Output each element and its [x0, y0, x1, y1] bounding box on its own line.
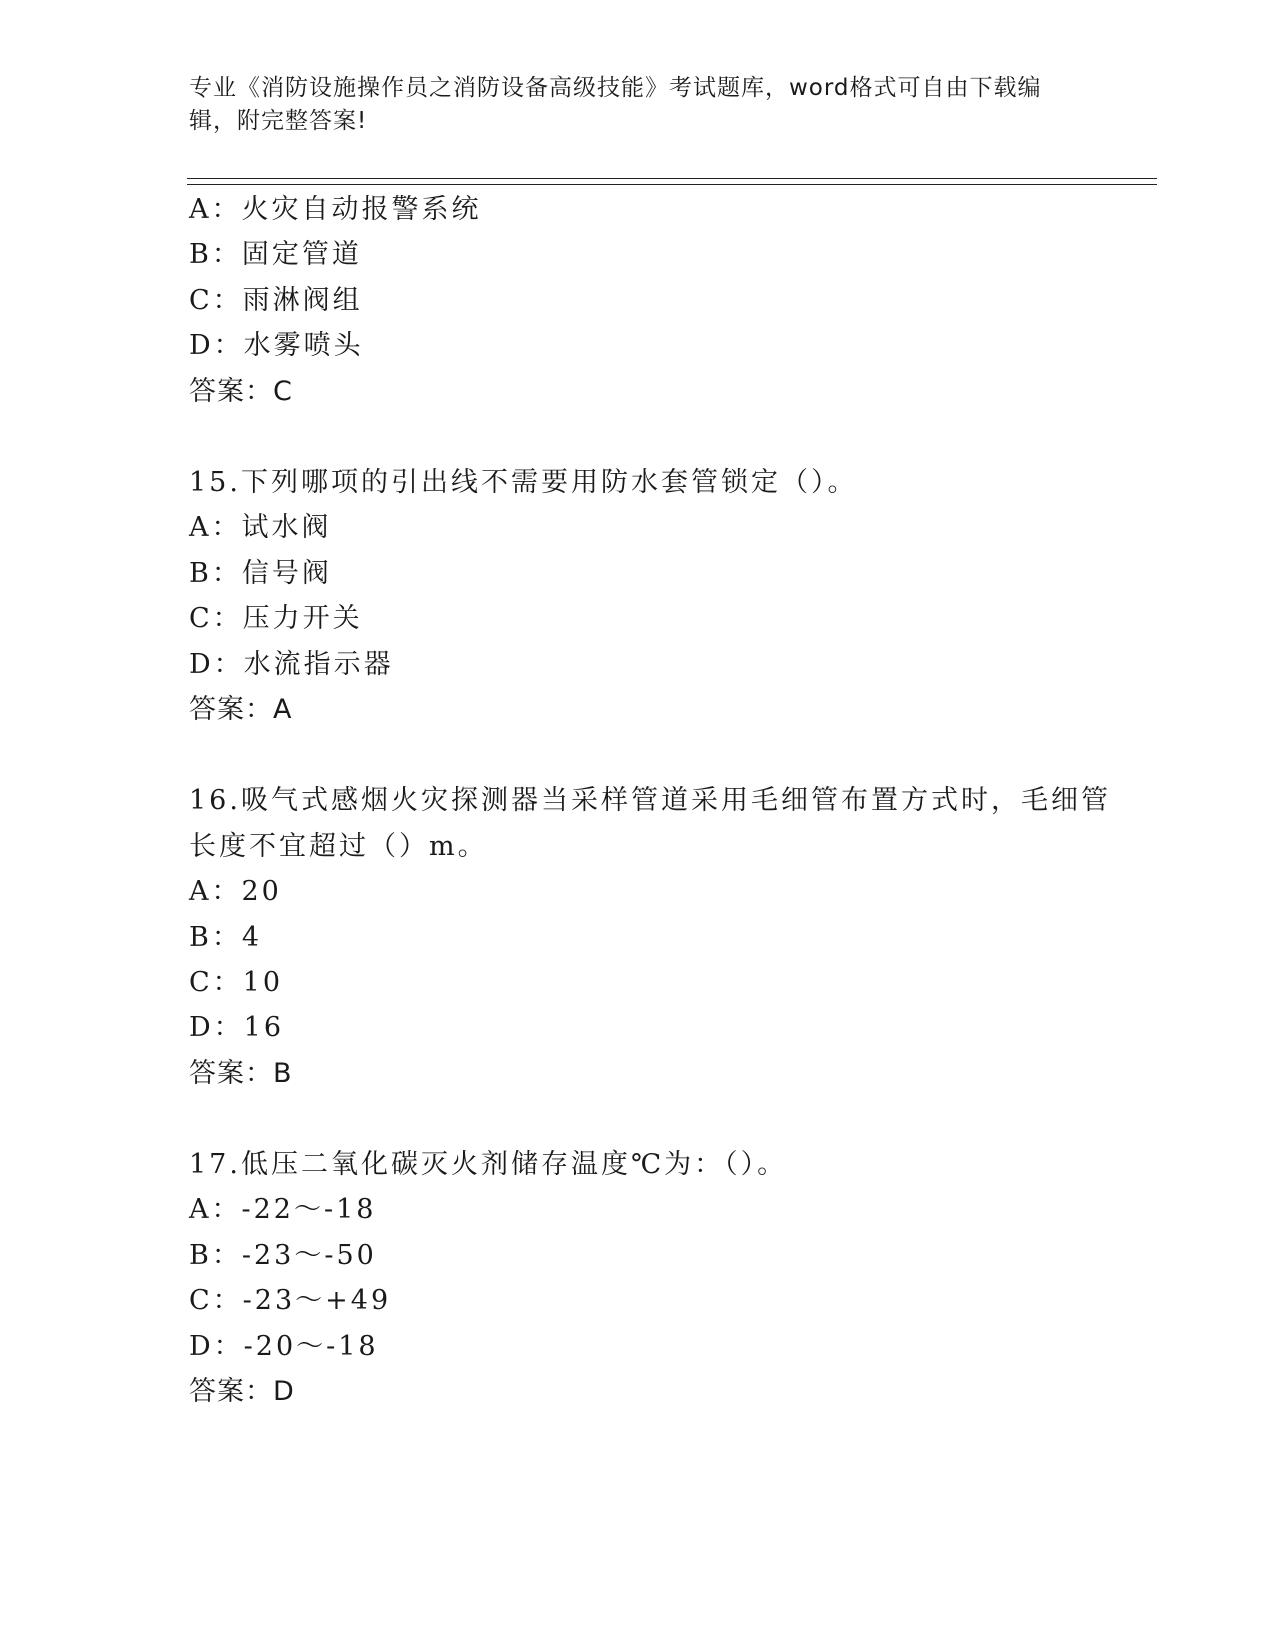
q15-option-c: C：压力开关 — [189, 603, 363, 634]
q15-stem: 15.下列哪项的引出线不需要用防水套管锁定（）。 — [189, 467, 858, 498]
q16-option-a: A：20 — [189, 876, 282, 907]
q16-stem-line1: 16.吸气式感烟火灾探测器当采样管道采用毛细管布置方式时，毛细管 — [189, 785, 1111, 816]
prev-answer: 答案：C — [189, 376, 293, 407]
header-divider-top — [187, 178, 1157, 179]
document-header: 专业《消防设施操作员之消防设备高级技能》考试题库，word格式可自由下载编辑，附完整答案! — [189, 75, 1042, 134]
prev-option-d: D：水雾喷头 — [189, 330, 364, 361]
q16-stem-line2: 长度不宜超过（）m。 — [189, 831, 488, 862]
q17-option-d: D：-20～-18 — [189, 1331, 379, 1362]
q16-option-c: C：10 — [189, 967, 284, 998]
q16-option-b: B：4 — [189, 922, 263, 953]
header-divider-bottom — [187, 184, 1157, 185]
q15-option-a: A：试水阀 — [189, 512, 332, 543]
q15-option-d: D：水流指示器 — [189, 649, 394, 680]
prev-option-c: C：雨淋阀组 — [189, 285, 363, 316]
prev-option-a: A：火灾自动报警系统 — [189, 194, 482, 225]
q17-answer: 答案：D — [189, 1376, 295, 1407]
q15-answer: 答案：A — [189, 694, 293, 725]
q17-option-b: B：-23～-50 — [189, 1240, 377, 1271]
q17-stem: 17.低压二氧化碳灭火剂储存温度℃为：（）。 — [189, 1149, 788, 1180]
q17-option-a: A：-22～-18 — [189, 1194, 377, 1225]
q16-option-d: D：16 — [189, 1012, 285, 1043]
q17-option-c: C：-23～+49 — [189, 1285, 392, 1316]
prev-option-b: B：固定管道 — [189, 239, 362, 270]
q16-answer: 答案：B — [189, 1058, 293, 1089]
q15-option-b: B：信号阀 — [189, 558, 332, 589]
